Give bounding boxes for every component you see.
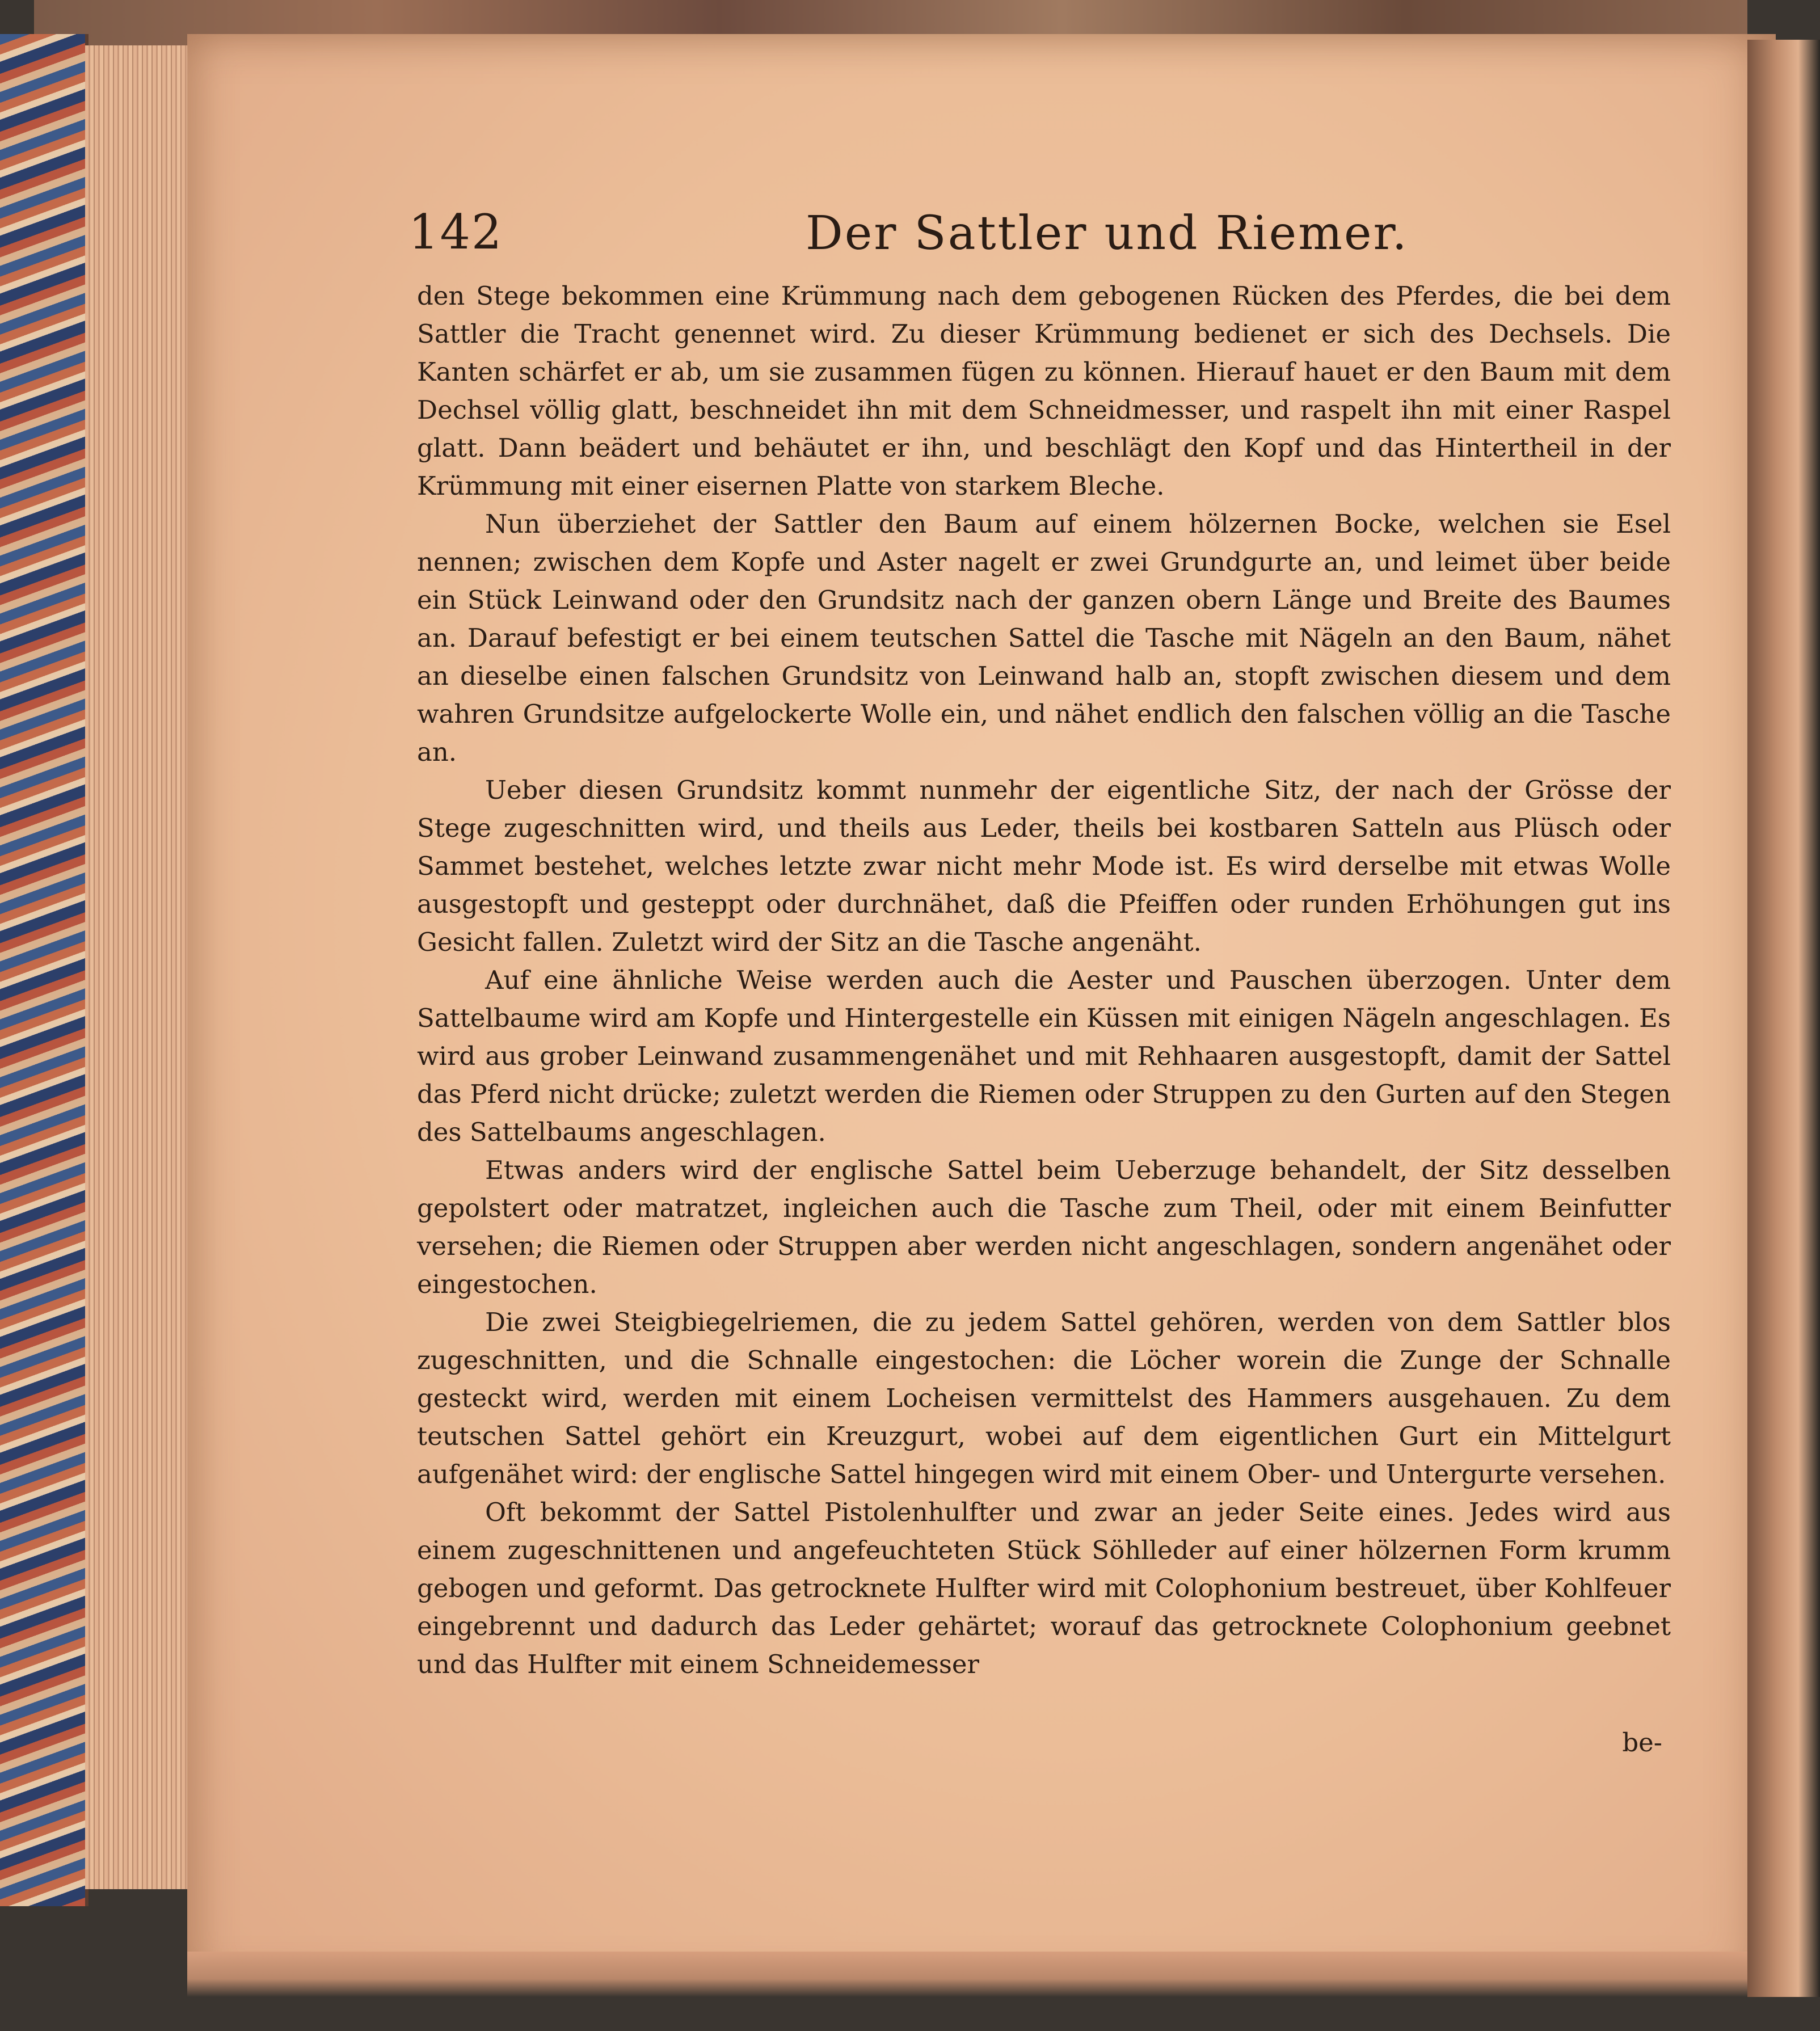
running-title: Der Sattler und Riemer. — [806, 207, 1409, 260]
page-bottom-edge — [187, 1952, 1764, 1997]
paragraph-5: Etwas anders wird der englische Sattel beim Ueberzuge behandelt, der Sitz desselben gepolstert oder matratzet, ingleichen auch die Tasche zum Theil, oder mit einem Beinfutter versehen; die Riemen oder Struppen aber werden nicht angeschlagen, sondern angenähet oder eingestochen. — [417, 1155, 1671, 1299]
paragraph-6: Die zwei Steigbiegelriemen, die zu jedem Sattel gehören, werden von dem Sattler blos zugeschnitten, und die Schnalle eingestochen: die Löcher worein die Zunge der Schnalle gesteckt wird, werden mit einem Locheisen vermittelst des Hammers ausgehauen. Zu dem teutschen Sattel gehört ein Kreuzgurt, wobei auf dem eigentlichen Gurt ein Mittelgurt aufgenähet wird: der englische Sattel hingegen wird mit einem Ober- und Untergurte versehen. — [417, 1307, 1671, 1489]
page-header — [408, 204, 1674, 267]
marbled-fore-edge — [0, 34, 89, 1906]
paragraph-3: Ueber diesen Grundsitz kommt nunmehr der eigentliche Sitz, der nach der Grösse der Stege zugeschnitten wird, und theils aus Leder, theils bei kostbaren Satteln aus Plüsch oder Sammet bestehet, welches letzte zwar nicht mehr Mode ist. Es wird derselbe mit etwas Wolle ausgestopft und gesteppt oder durchnähet, daß die Pfeiffen oder runden Erhöhungen gut ins Gesicht fallen. Zuletzt wird der Sitz an die Tasche angenäht. — [417, 775, 1671, 957]
paragraph-4: Auf eine ähnliche Weise werden auch die Aester und Pauschen überzogen. Unter dem Sattelbaume wird am Kopfe und Hintergestelle ein Küssen mit einigen Nägeln angeschlagen. Es wird aus grober Leinwand zusammengenähet und mit Rehhaaren ausgestopft, damit der Sattel das Pferd nicht drücke; zuletzt werden die Riemen oder Struppen zu den Gurten auf den Stegen des Sattelbaums angeschlagen. — [417, 965, 1671, 1147]
paragraph-1: den Stege bekommen eine Krümmung nach dem gebogenen Rücken des Pferdes, die bei dem Sattler die Tracht genennet wird. Zu dieser Krümmung bedienet er sich des Dechsels. Die Kanten schärfet er ab, um sie zusammen fügen zu können. Hierauf hauet er den Baum mit dem Dechsel völlig glatt, beschneidet ihn mit dem Schneidmesser, und raspelt ihn mit einer Raspel glatt. Dann beädert und behäutet er ihn, und beschlägt den Kopf und das Hintertheil in der Krümmung mit einer eisernen Platte von starkem Bleche. — [417, 281, 1671, 501]
catchword: be- — [1622, 1727, 1662, 1758]
paragraph-2: Nun überziehet der Sattler den Baum auf einem hölzernen Bocke, welchen sie Esel nennen; zwischen dem Kopfe und Aster nagelt er zwei Grundgurte an, und leimet über beide ein Stück Leinwand oder den Grundsitz nach der ganzen obern Länge und Breite des Baumes an. Darauf befestigt er bei einem teutschen Sattel die Tasche mit Nägeln an den Baum, nähet an dieselbe einen falschen Grundsitz von Leinwand halb an, stopft zwischen diesem und dem wahren Grundsitze aufgelockerte Wolle ein, und nähet endlich den falschen völlig an die Tasche an. — [417, 509, 1671, 767]
paragraph-7: Oft bekommt der Sattel Pistolenhulfter und zwar an jeder Seite eines. Jedes wird aus einem zugeschnittenen und angefeuchteten Stück Söhlleder auf einer hölzernen Form krumm gebogen und geformt. Das getrocknete Hulfter wird mit Colophonium bestreuet, über Kohlfeuer eingebrennt und dadurch das Leder gehärtet; worauf das getrocknete Colophonium geebnet und das Hulfter mit einem Schneidemesser — [417, 1497, 1671, 1679]
page-number: 142 — [408, 204, 503, 260]
body-text — [417, 277, 1671, 1763]
book-gutter — [1747, 40, 1820, 1997]
